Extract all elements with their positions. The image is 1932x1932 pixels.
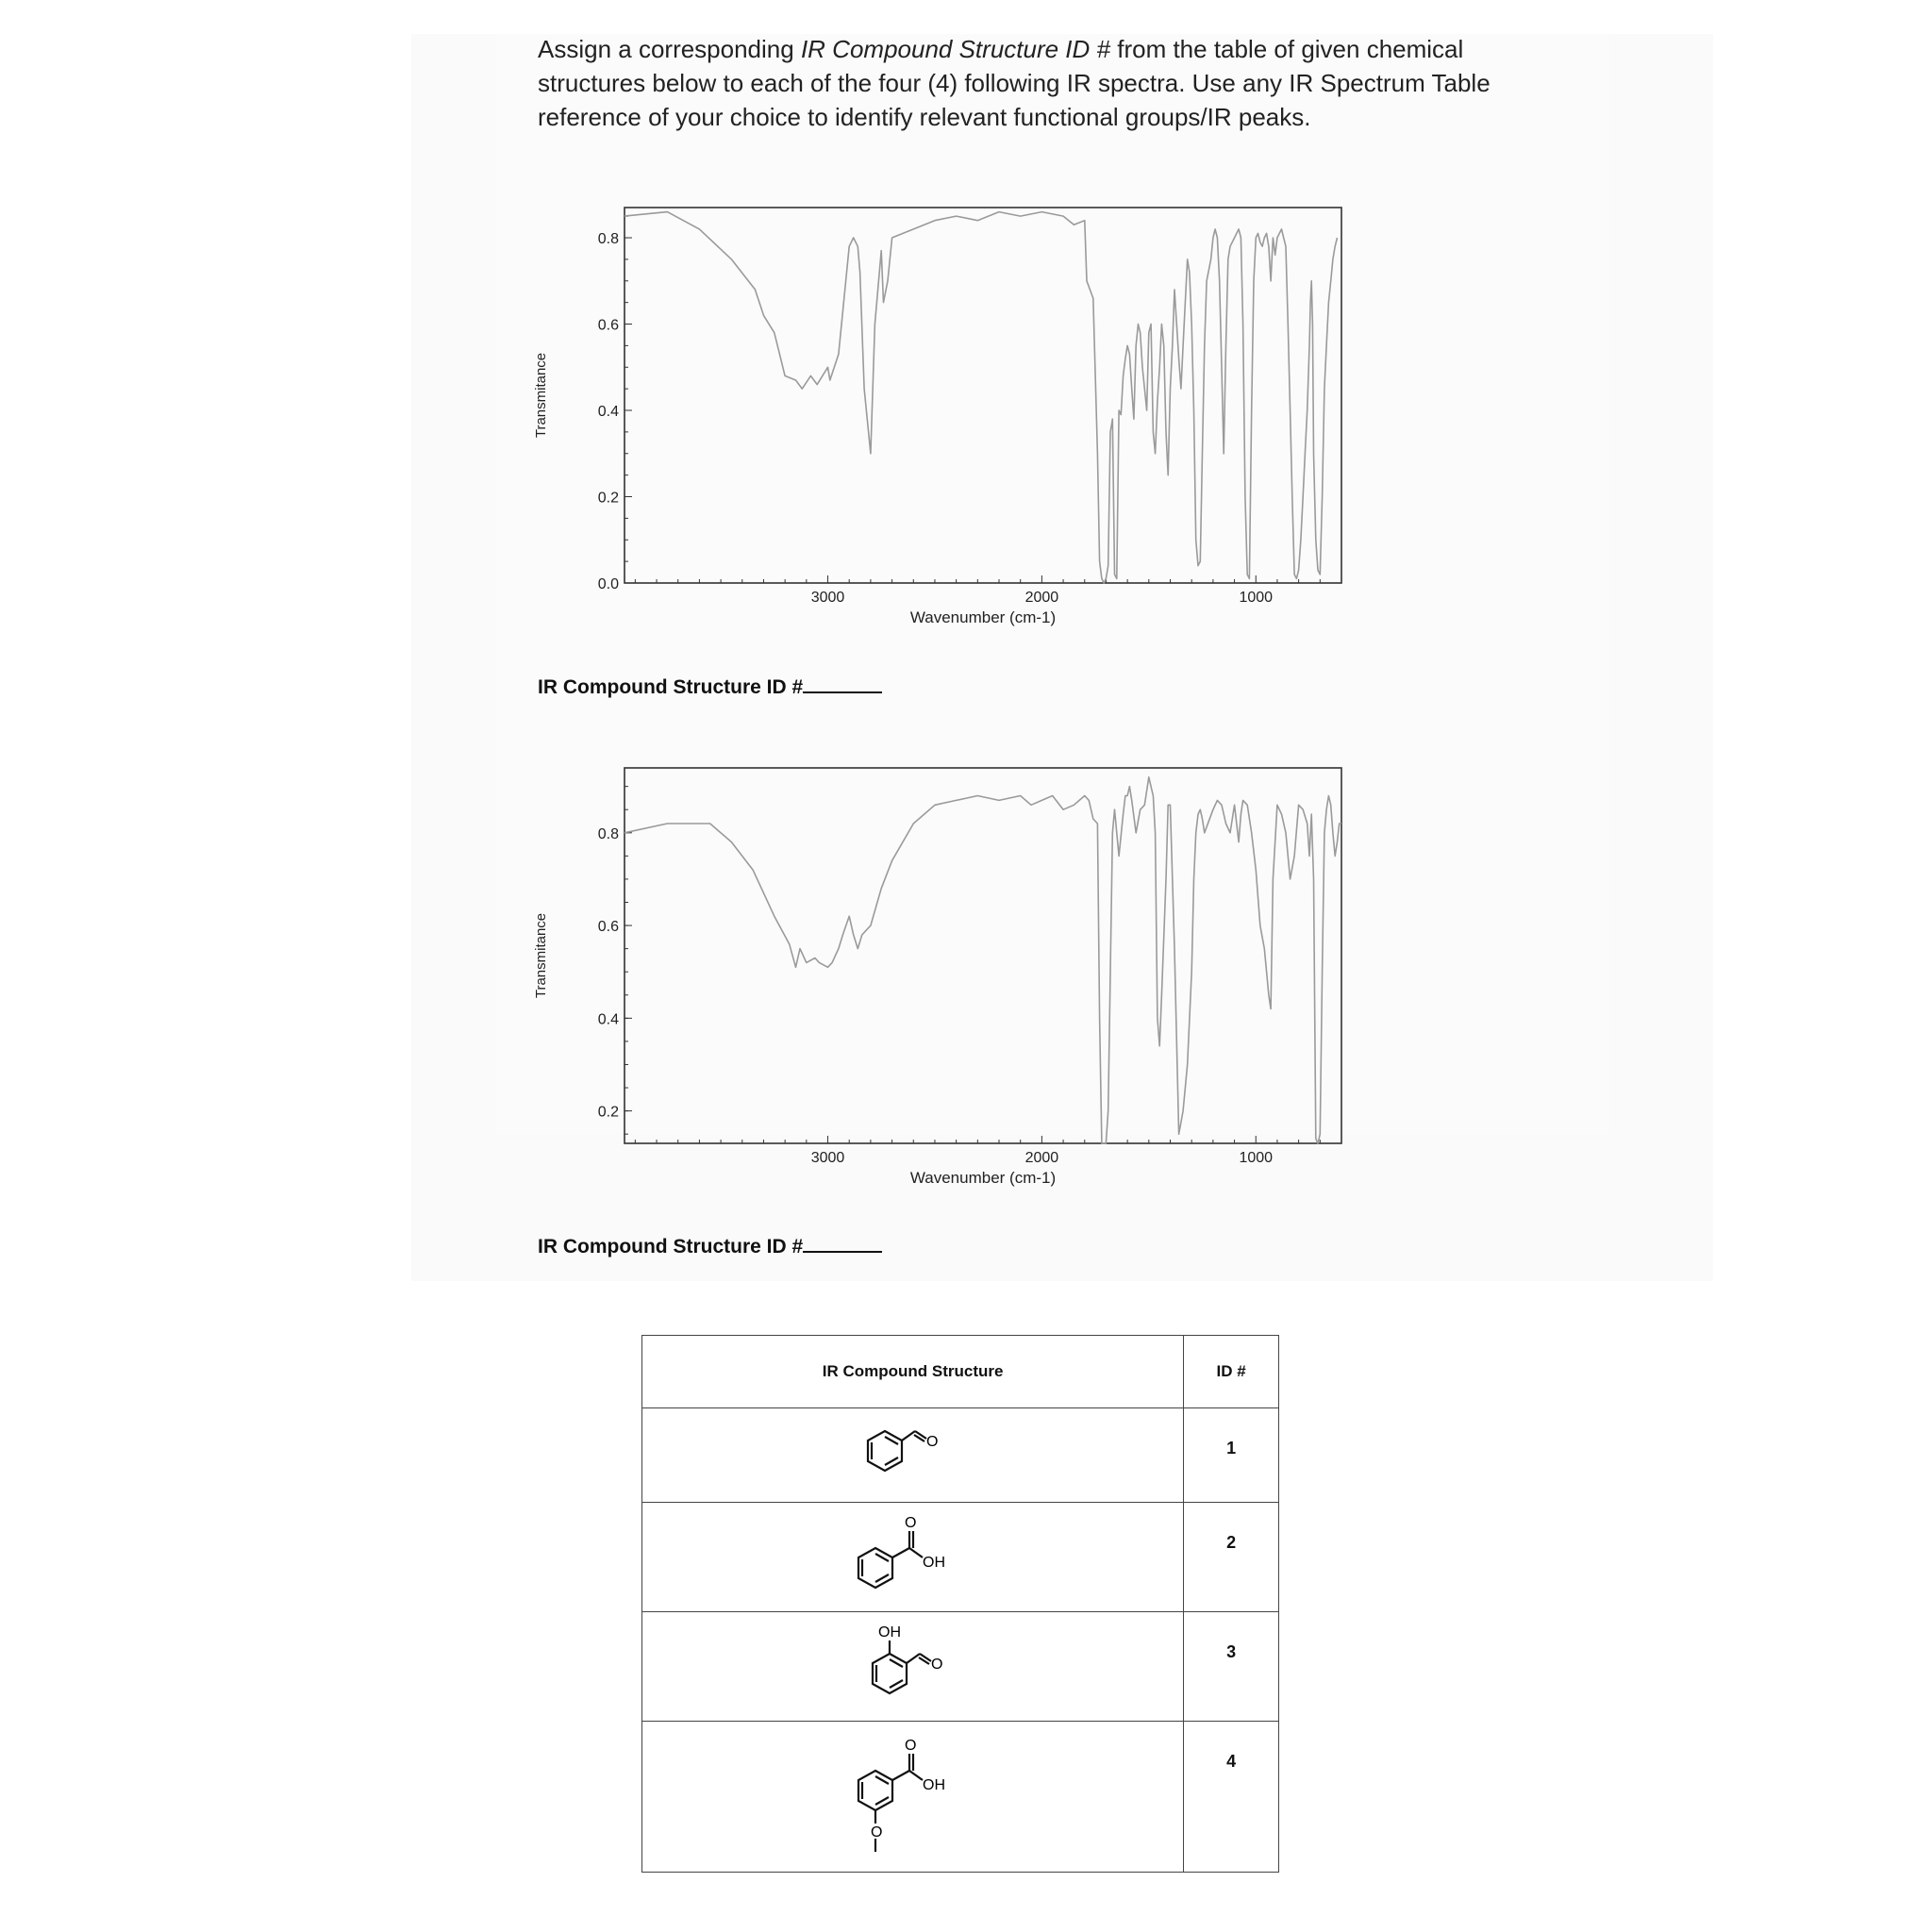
table-row: [642, 1503, 1279, 1612]
col-header-structure: IR Compound Structure: [642, 1336, 1184, 1408]
structure-cell: [642, 1612, 1184, 1722]
spectrum-line: [625, 777, 1341, 1143]
atom-label: O: [904, 1514, 917, 1531]
x-axis-label: Wavenumber (cm-1): [909, 608, 1057, 626]
x-tick-label: 2000: [1024, 590, 1059, 606]
structure-cell: [642, 1408, 1184, 1503]
x-tick-label: 2000: [1024, 1150, 1059, 1166]
plot-frame: [625, 208, 1341, 583]
structure-cell: [642, 1503, 1184, 1612]
x-tick-label: 3000: [810, 590, 845, 606]
methoxybenzoic-acid-structure: [847, 1731, 979, 1863]
atom-label: O: [930, 1656, 943, 1673]
spectrum-line: [625, 212, 1338, 583]
benzoic-acid-structure: [847, 1510, 979, 1605]
y-tick-label: 0.8: [597, 825, 619, 842]
id-answer-label: IR Compound Structure ID #: [538, 676, 804, 698]
benzaldehyde-structure: [857, 1418, 970, 1493]
table-row: [642, 1612, 1279, 1722]
atom-label: OH: [922, 1554, 945, 1571]
id-cell: 2: [1184, 1503, 1279, 1612]
y-tick-label: 0.6: [597, 919, 619, 936]
instructions-text: Assign a corresponding IR Compound Structure ID # from the table of given chemical structures below to each of the four (4) following IR spectra. Use any IR Spectrum Table reference of your choice to identify relevant functional groups/IR peaks.: [538, 35, 1491, 131]
y-axis-label: Transmitance: [533, 352, 549, 439]
ir-spectrum-2: [528, 745, 1358, 1198]
y-tick-label: 0.4: [597, 1011, 619, 1028]
atom-label: O: [925, 1433, 939, 1450]
id-answer-line-2: [538, 1234, 882, 1258]
y-tick-label: 0.8: [597, 231, 619, 248]
id-cell: 3: [1184, 1612, 1279, 1722]
atom-label: O: [870, 1824, 883, 1840]
table-header-row: [642, 1336, 1279, 1408]
y-tick-label: 0.6: [597, 317, 619, 334]
x-tick-label: 1000: [1239, 590, 1274, 606]
y-tick-label: 0.2: [597, 490, 619, 507]
y-tick-label: 0.0: [597, 576, 619, 592]
id-cell: 4: [1184, 1722, 1279, 1873]
id-answer-label: IR Compound Structure ID #: [538, 1236, 804, 1257]
plot-frame: [625, 768, 1341, 1143]
id-answer-line-1: [538, 675, 882, 699]
structure-cell: [642, 1722, 1184, 1873]
atom-label: OH: [877, 1624, 901, 1641]
id-cell: 1: [1184, 1408, 1279, 1503]
spectrum-svg: [528, 185, 1358, 638]
structure-table: [641, 1335, 1279, 1873]
table-row: [642, 1408, 1279, 1503]
spectrum-svg: [528, 745, 1358, 1198]
x-axis-label: Wavenumber (cm-1): [909, 1169, 1057, 1187]
y-tick-label: 0.2: [597, 1104, 619, 1121]
id-answer-blank[interactable]: [803, 1234, 882, 1253]
x-tick-label: 3000: [810, 1150, 845, 1166]
table-row: [642, 1722, 1279, 1873]
salicylaldehyde-structure: [852, 1620, 974, 1714]
ir-spectrum-1: [528, 185, 1358, 638]
y-tick-label: 0.4: [597, 404, 619, 421]
atom-label: O: [904, 1737, 917, 1754]
y-axis-label: Transmitance: [533, 912, 549, 999]
col-header-id: ID #: [1184, 1336, 1279, 1408]
x-tick-label: 1000: [1239, 1150, 1274, 1166]
atom-label: OH: [922, 1776, 945, 1793]
id-answer-blank[interactable]: [803, 675, 882, 693]
